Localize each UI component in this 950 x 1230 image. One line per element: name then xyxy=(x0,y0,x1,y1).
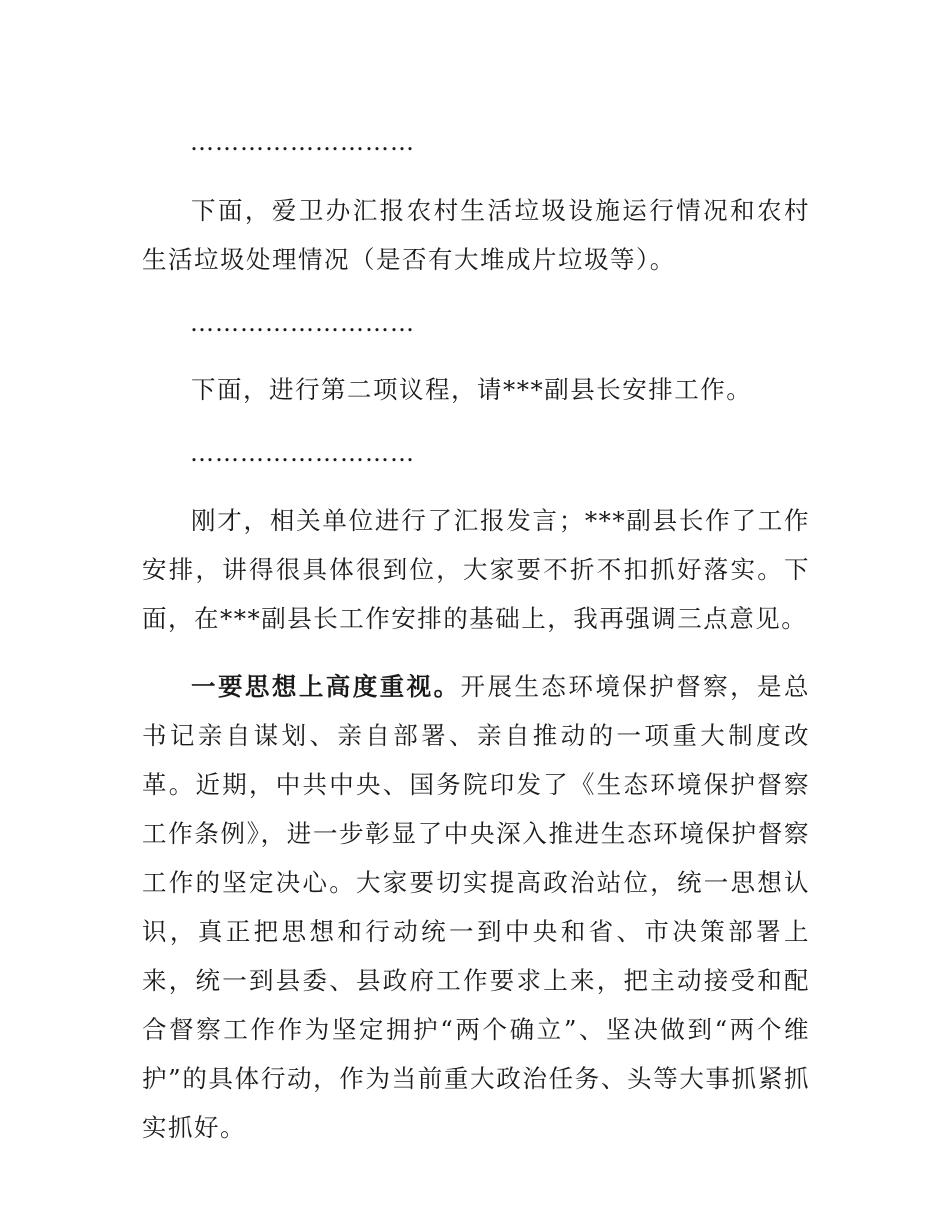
point-one-heading: 一要思想上高度重视。 xyxy=(191,672,461,701)
paragraph-second-agenda: 下面，进行第二项议程，请***副县长安排工作。 xyxy=(191,375,753,404)
paragraph-summary: 刚才，相关单位进行了汇报发言；***副县长作了工作安排，讲得很具体很到位，大家要不折不扣抓好落实。下面，在***副县长工作安排的基础上，我再强调三点意见。 xyxy=(142,506,810,633)
paragraph-point-one xyxy=(142,662,810,1152)
ellipsis-separator-1: ……………………… xyxy=(190,128,415,156)
point-one-body: 开展生态环境保护督察，是总书记亲自谋划、亲自部署、亲自推动的一项重大制度改革。近期，中共中央、国务院印发了《生态环境保护督察工作条例》，进一步彰显了中央深入推进生态环境保护督察工作的坚定决心。大家要切实提高政治站位，统一思想认识，真正把思想和行动统一到中央和省、市决策部署上来，统一到县委、县政府工作要求上来，把主动接受和配合督察工作作为坚定拥护“两个确立”、坚决做到“两个维护”的具体行动，作为当前重大政治任务、头等大事抓紧抓实抓好。 xyxy=(142,672,811,1142)
paragraph-sanitation-report: 下面，爱卫办汇报农村生活垃圾设施运行情况和农村生活垃圾处理情况（是否有大堆成片垃圾等）。 xyxy=(142,196,810,274)
ellipsis-separator-2: ……………………… xyxy=(190,309,415,337)
ellipsis-separator-3: ……………………… xyxy=(190,439,415,467)
